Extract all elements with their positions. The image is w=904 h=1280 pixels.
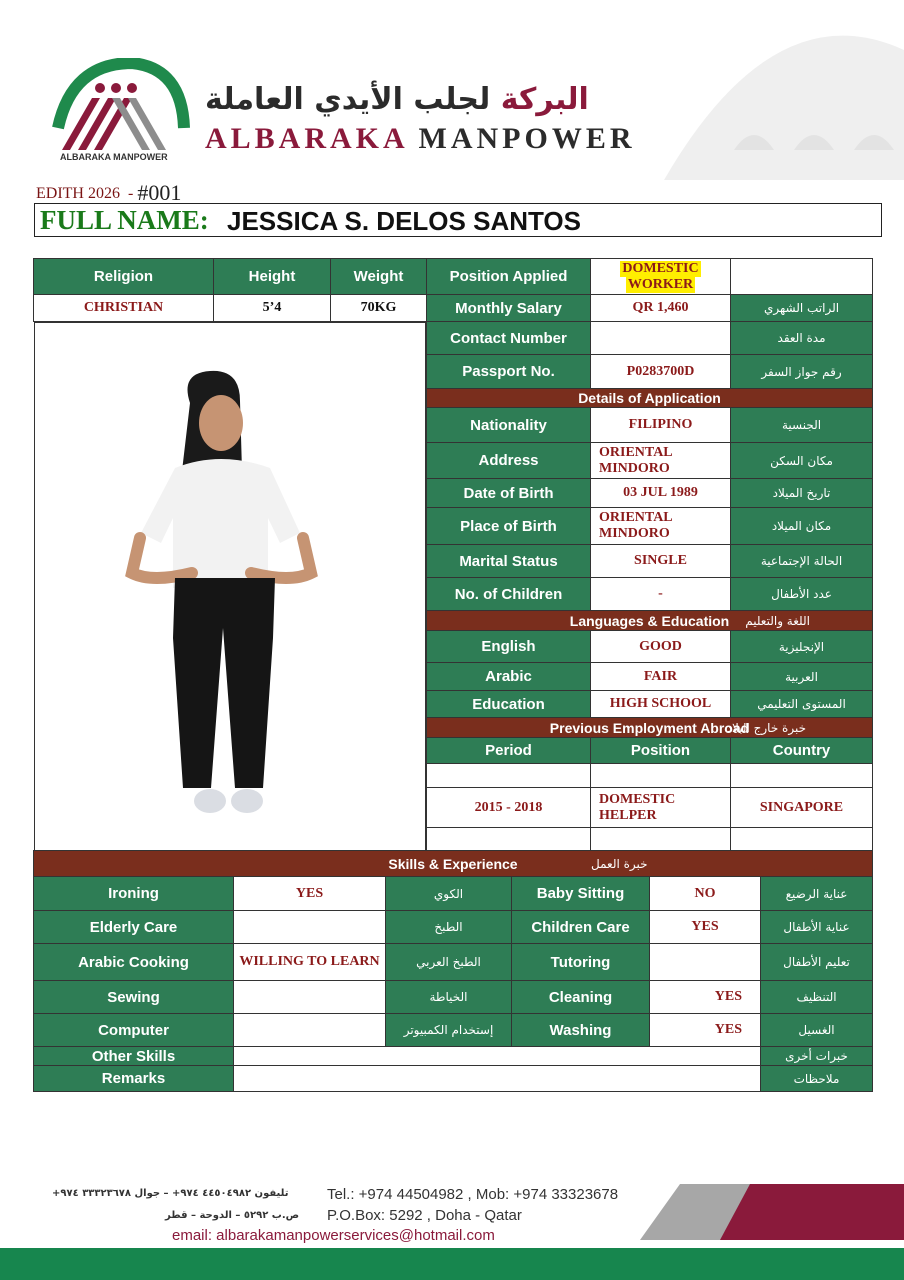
skill-value: YES: [649, 980, 761, 1014]
full-name-box: [34, 203, 882, 237]
details-label: Address: [426, 442, 591, 479]
skill-arabic: الطبخ: [385, 910, 512, 944]
contact-number-label: Contact Number: [426, 321, 591, 355]
details-header: Details of Application: [426, 388, 873, 408]
employment-header: Previous Employment Abroad خبرة خارج البلاد: [426, 717, 873, 738]
skill-arabic: عناية الأطفال: [760, 910, 873, 944]
passport-arabic: رقم جواز السفر: [730, 354, 873, 389]
skill-label: Baby Sitting: [511, 876, 650, 911]
details-label: Date of Birth: [426, 478, 591, 508]
english-company-name: ALBARAKA MANPOWER: [205, 122, 636, 155]
skill-value: [233, 980, 386, 1014]
weight-value: 70KG: [330, 294, 427, 322]
skill-value: YES: [649, 910, 761, 944]
details-label: Place of Birth: [426, 507, 591, 545]
details-value: ORIENTAL MINDORO: [590, 507, 731, 545]
footer-tel: Tel.: +974 44504982 , Mob: +974 33323678: [327, 1186, 619, 1203]
details-value: 03 JUL 1989: [590, 478, 731, 508]
employment-country: [730, 827, 873, 851]
employment-period: [426, 763, 591, 788]
footer-pobox-arabic: ص.ب ٥٢٩٢ – الدوحة – قطر: [165, 1210, 300, 1221]
details-arabic: عدد الأطفال: [730, 577, 873, 611]
weight-label: Weight: [330, 258, 427, 295]
skill-value: [233, 1013, 386, 1047]
arabic-company-name: البركة لجلب الأيدي العاملة: [205, 82, 589, 117]
details-value: SINGLE: [590, 544, 731, 578]
details-arabic: مكان الميلاد: [730, 507, 873, 545]
position-applied-value: DOMESTIC WORKER: [590, 258, 731, 295]
logo-caption: ALBARAKA MANPOWER: [60, 152, 168, 162]
employment-country: [730, 763, 873, 788]
religion-value: CHRISTIAN: [33, 294, 214, 322]
height-value: 5’4: [213, 294, 331, 322]
contact-number-arabic: مدة العقد: [730, 321, 873, 355]
employment-position: DOMESTIC HELPER: [590, 787, 731, 828]
skill-value: [233, 910, 386, 944]
candidate-photo: [34, 322, 426, 851]
details-value: ORIENTAL MINDORO: [590, 442, 731, 479]
position-applied-label: Position Applied: [426, 258, 591, 295]
skill-label: Children Care: [511, 910, 650, 944]
employment-period: 2015 - 2018: [426, 787, 591, 828]
employment-col-country: Country: [730, 737, 873, 764]
details-arabic: تاريخ الميلاد: [730, 478, 873, 508]
employment-col-period: Period: [426, 737, 591, 764]
language-label: Education: [426, 690, 591, 718]
skill-arabic: تعليم الأطفال: [760, 943, 873, 981]
monthly-salary-label: Monthly Salary: [426, 294, 591, 322]
employment-position: [590, 827, 731, 851]
languages-header: Languages & Education اللغة والتعليم: [426, 610, 873, 631]
details-label: Nationality: [426, 407, 591, 443]
details-arabic: الجنسية: [730, 407, 873, 443]
skill-value: WILLING TO LEARN: [233, 943, 386, 981]
language-arabic: الإنجليزية: [730, 630, 873, 663]
contact-number-value: [590, 321, 731, 355]
skill-value: YES: [649, 1013, 761, 1047]
details-value: -: [590, 577, 731, 611]
skills-header: Skills & Experience خبرة العمل: [33, 850, 873, 877]
reference-number: EDITH 2026 - #001: [36, 180, 182, 205]
other-skills-label: Other Skills: [33, 1046, 234, 1066]
passport-value: P0283700D: [590, 354, 731, 389]
full-name-label: FULL NAME:: [40, 205, 209, 235]
skill-label: Washing: [511, 1013, 650, 1047]
skill-value: YES: [233, 876, 386, 911]
language-arabic: المستوى التعليمي: [730, 690, 873, 718]
language-label: English: [426, 630, 591, 663]
skill-label: Computer: [33, 1013, 234, 1047]
skill-arabic: الطبخ العربي: [385, 943, 512, 981]
monthly-salary-arabic: الراتب الشهري: [730, 294, 873, 322]
details-label: No. of Children: [426, 577, 591, 611]
full-name-value: JESSICA S. DELOS SANTOS: [227, 206, 581, 236]
details-arabic: الحالة الإجتماعية: [730, 544, 873, 578]
monthly-salary-value: QR 1,460: [590, 294, 731, 322]
skill-label: Elderly Care: [33, 910, 234, 944]
footer-pobox: P.O.Box: 5292 , Doha - Qatar: [327, 1207, 522, 1224]
employment-col-position: Position: [590, 737, 731, 764]
footer-email[interactable]: email: albarakamanpowerservices@hotmail.com: [172, 1227, 495, 1244]
skill-arabic: عناية الرضيع: [760, 876, 873, 911]
skill-arabic: التنظيف: [760, 980, 873, 1014]
passport-label: Passport No.: [426, 354, 591, 389]
language-value: GOOD: [590, 630, 731, 663]
language-label: Arabic: [426, 662, 591, 691]
remarks-arabic: ملاحظات: [760, 1065, 873, 1092]
language-value: FAIR: [590, 662, 731, 691]
details-label: Marital Status: [426, 544, 591, 578]
skill-arabic: الخياطة: [385, 980, 512, 1014]
remarks-value: [233, 1065, 761, 1092]
details-value: FILIPINO: [590, 407, 731, 443]
height-label: Height: [213, 258, 331, 295]
skill-label: Tutoring: [511, 943, 650, 981]
other-skills-value: [233, 1046, 761, 1066]
skill-label: Sewing: [33, 980, 234, 1014]
footer-band: [0, 1248, 904, 1280]
employment-country: SINGAPORE: [730, 787, 873, 828]
details-arabic: مكان السكن: [730, 442, 873, 479]
employment-position: [590, 763, 731, 788]
background-decoration: [644, 30, 904, 180]
skill-arabic: الغسيل: [760, 1013, 873, 1047]
footer-tel-arabic: تليفون ٤٤٥٠٤٩٨٢ ٩٧٤+ – جوال ٣٣٣٢٣٦٧٨ ٩٧٤+: [52, 1188, 289, 1199]
language-value: HIGH SCHOOL: [590, 690, 731, 718]
skill-arabic: الكوي: [385, 876, 512, 911]
language-arabic: العربية: [730, 662, 873, 691]
other-skills-arabic: خبرات أخرى: [760, 1046, 873, 1066]
skill-label: Arabic Cooking: [33, 943, 234, 981]
skill-value: [649, 943, 761, 981]
remarks-label: Remarks: [33, 1065, 234, 1092]
skill-label: Ironing: [33, 876, 234, 911]
footer-decoration: [640, 1184, 904, 1240]
skill-arabic: إستخدام الكمبيوتر: [385, 1013, 512, 1047]
religion-label: Religion: [33, 258, 214, 295]
skill-value: NO: [649, 876, 761, 911]
employment-period: [426, 827, 591, 851]
position-applied-arabic: [730, 258, 873, 295]
skill-label: Cleaning: [511, 980, 650, 1014]
